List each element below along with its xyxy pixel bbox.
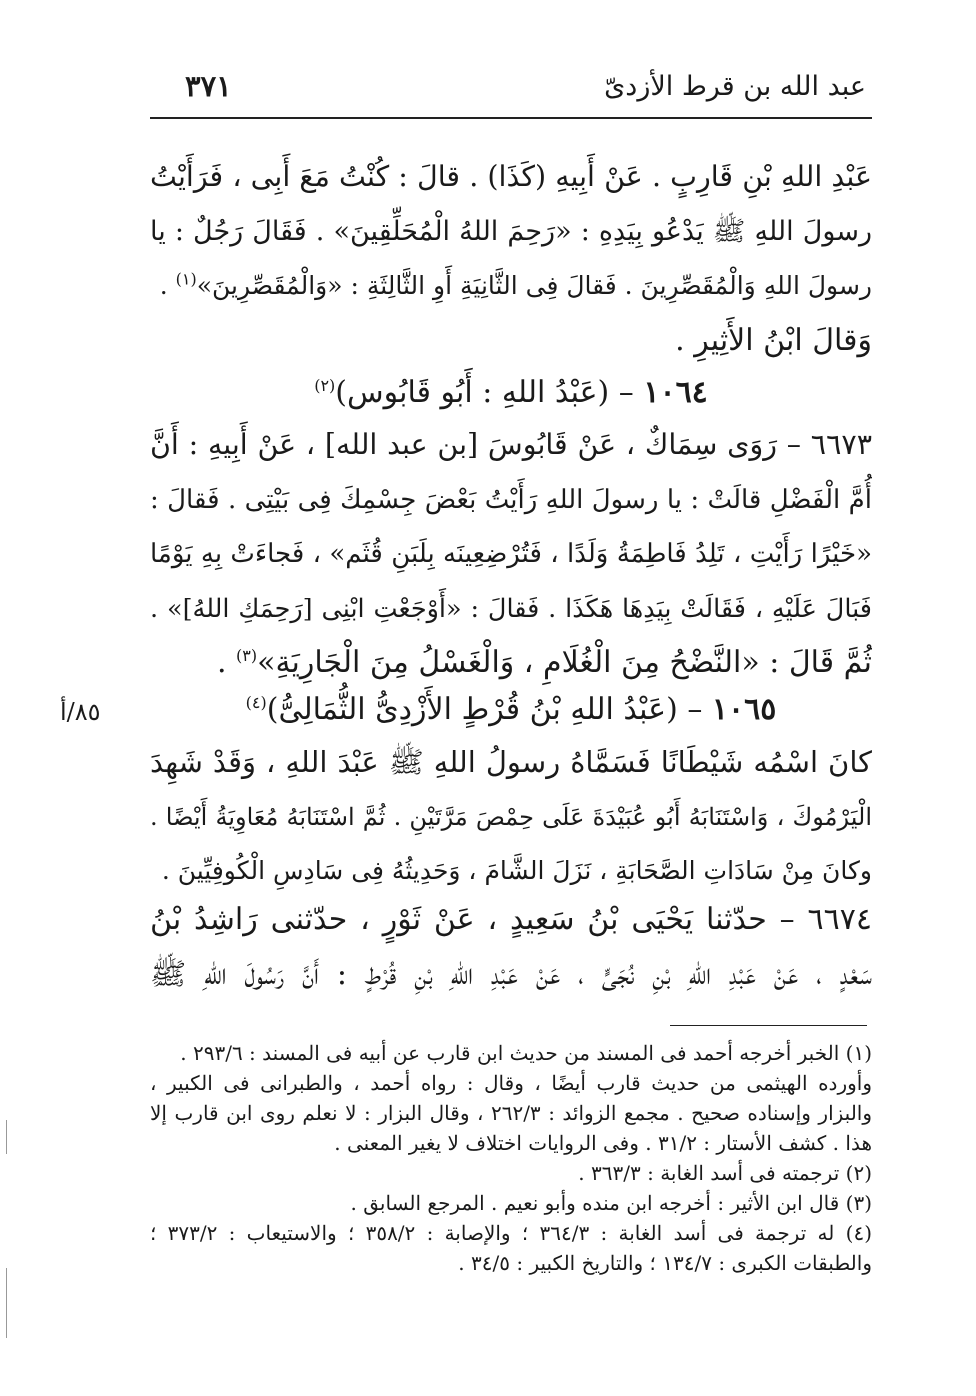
footnote-rule: [670, 1025, 867, 1026]
footnote-ref: (٤): [245, 693, 267, 712]
entry-title: (عَبْدُ اللهِ بْنُ قُرْطٍ الأَزْدِىُّ الثُّمَالِىُّ): [266, 692, 678, 727]
footnote-1-line: وأورده الهيثمى من حديث قارب أيضًا ، وقال : رواه أحمد ، والطبرانى فى الكبير ،: [150, 1071, 872, 1095]
footnote-2: (٢) ترجمته فى أسد الغابة : ٣٦٣/٣ .: [578, 1161, 872, 1185]
text-line: وكانَ مِنْ سَادَاتِ الصَّحَابَةِ ، نَزَلَ الشَّامَ ، وَحَدِيثُهُ فِى سَادِسِ الْكُوفِيِّينَ .: [161, 856, 872, 885]
text-line: الْيَرْمُوكَ ، وَاسْتَنَابَهُ أَبُو عُبَيْدَةَ عَلَى حِمْصَ مَرَّتَيْنِ . ثُمَّ اسْتَنَابَهُ مُعَاوِيَةُ أَيْضًا .: [150, 802, 872, 831]
entry-heading-1064: [150, 371, 872, 415]
scan-edge-mark: [6, 1268, 7, 1338]
entry-title: (عَبْدُ اللهِ : أَبُو قَابُوس): [335, 375, 610, 410]
footnote-1-line: والبزار وإسناده صحيح . مجمع الزوائد : ٢٦٢/٣ ، وقال البزار : لا نعلم روى ابن قارب إلا: [150, 1101, 872, 1125]
footnotes: [150, 1038, 872, 1278]
scan-edge-mark: [6, 1120, 7, 1154]
footnote-4-line: والطبقات الكبرى : ١٣٤/٧ ؛ والتاريخ الكبير : ٣٤/٥ .: [458, 1251, 872, 1275]
text-line: فَبَالَ عَلَيْهِ ، فَقَالَتْ بِيَدِهَا هَكَذَا . فَقالَ : «أَوْجَعْتِ ابْنِى [رَحِمَكِ اللهُ]» .: [150, 593, 872, 624]
manuscript-folio-note: ٨٥/أ: [60, 698, 101, 726]
page-number: ٣٧١: [185, 69, 232, 103]
footnote-ref: (٣): [236, 646, 258, 665]
text-line: أُمَّ الْفَضْلِ قالَتْ : يا رسولَ اللهِ رَأَيْتُ بَعْضَ جِسْمِكَ فِى بَيْتِى . فَقالَ :: [150, 484, 872, 515]
text-line: ٦٦٧٣ – رَوَى سِمَاكٌ ، عَنْ قَابُوسَ [بن عبد الله] ، عَنْ أَبِيهِ : أَنَّ: [150, 428, 872, 461]
footnote-4-line: (٤) له ترجمة فى أسد الغابة : ٣٦٤/٣ ؛ والإصابة : ٣٥٨/٢ ؛ والاستيعاب : ٣٧٣/٢ ؛: [150, 1221, 872, 1245]
running-header: [155, 66, 870, 110]
footnote-ref: (١): [175, 269, 197, 289]
text-line: عَبْدِ اللهِ بْنِ قَارِبٍ . عَنْ أَبِيهِ (كَذَا) . قالَ : كُنْتُ مَعَ أَبِى ، فَرَأَيْتُ: [150, 160, 872, 193]
entry-dash: –: [677, 692, 712, 727]
hadith-6673: [150, 418, 872, 691]
text-line-end: .: [216, 645, 237, 680]
footnote-1-line: هذا . كشف الأستار : ٣١/٢ . وفى الروايات اختلاف لا يغير المعنى .: [334, 1131, 872, 1155]
text-line-end: .: [159, 271, 176, 300]
header-rule: [150, 117, 872, 119]
footnote-1-line: (١) الخبر أخرجه أحمد فى المسند من حديث ابن قارب عن أبيه فى المسند : ٢٩٣/٦ .: [180, 1041, 872, 1065]
text-line: [150, 636, 872, 691]
text-line-body: رسولَ اللهِ وَالْمُقَصِّرِينَ . فَقالَ فِى الثَّانِيَةِ أَوِ الثَّالِثَةِ : «وَالْمُقَصِّرِينَ»: [196, 271, 872, 300]
text-line: «خَيْرًا رَأَيْتِ ، تَلِدُ فَاطِمَةُ وَلَدًا ، فَتُرْضِعِينَه بِلَبَنِ قُثَم» ، فَجاءَتْ بِهِ يَوْمًا: [150, 539, 872, 569]
paragraph-continuation: [150, 150, 872, 368]
footnote-ref: (٢): [314, 376, 336, 395]
text-line: ٦٦٧٤ – حدّثنا يَحْيَى بْنُ سَعِيدٍ ، عَنْ ثَوْرٍ ، حدّثنى رَاشِدُ بْنُ: [150, 902, 872, 937]
biography-paragraph: [150, 735, 872, 899]
running-title: عبد الله بن قرط الأزدىّ: [604, 71, 866, 102]
footnote-3: (٣) قال ابن الأثير : أخرجه ابن منده وأبو نعيم . المرجع السابق .: [350, 1191, 872, 1215]
text-line: وَقالَ ابْنُ الأَثِيرِ .: [675, 322, 872, 358]
text-line-body: ثُمَّ قَالَ : «النَّضْحُ مِنَ الْغُلَامِ ، وَالْغَسْلُ مِنَ الْجَارِيَةِ»: [257, 645, 872, 680]
entry-number: ١٠٦٥: [711, 692, 777, 727]
text-line: رسولَ اللهِ ﷺ يَدْعُو بِيَدِهِ : «رَحِمَ اللهُ الْمُحَلِّقِينَ» . فَقَالَ رَجُلٌ : يا: [150, 215, 872, 247]
text-line: سَعْدٍ ، عَنْ عَبْدِ اللهِ بْنِ نُجَىٍّ ، عَنْ عَبْدِ اللهِ بْنِ قُرْطٍ : أَنَّ رَسُولَ اللهِ ﷺ: [150, 956, 872, 992]
entry-number: ١٠٦٤: [643, 375, 708, 410]
text-line: كانَ اسْمُه شَيْطَانًا فَسَمَّاهُ رسولُ اللهِ ﷺ عَبْدَ اللهِ ، وَقَدْ شَهِدَ: [150, 745, 872, 779]
entry-heading-1065: [150, 688, 872, 732]
text-line: [150, 259, 872, 314]
entry-dash: –: [609, 375, 644, 410]
hadith-6674: [150, 893, 872, 1002]
